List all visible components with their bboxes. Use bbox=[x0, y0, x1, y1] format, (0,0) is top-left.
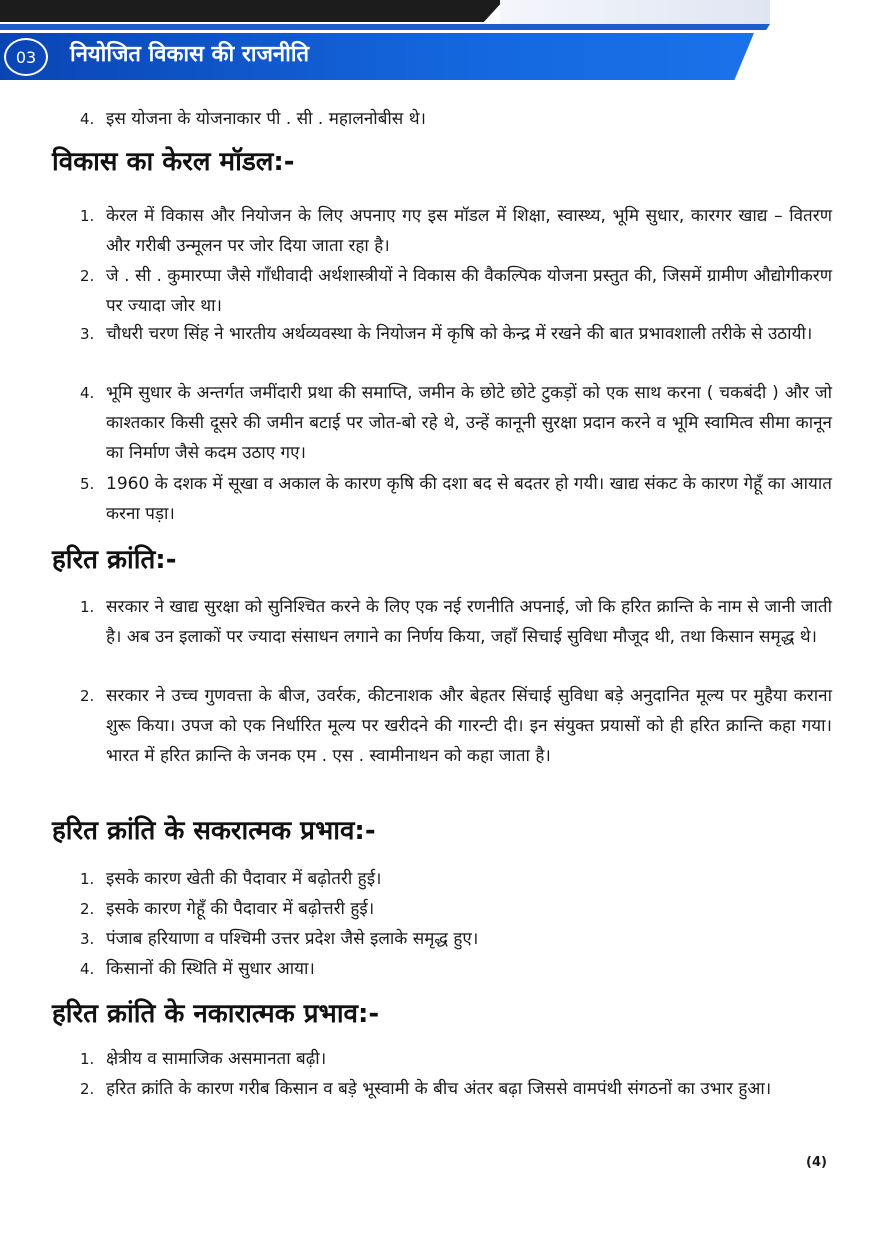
item-number: 2. bbox=[80, 1080, 95, 1098]
item-number: 2. bbox=[80, 267, 95, 285]
list-item bbox=[80, 954, 832, 984]
list-item bbox=[80, 924, 832, 954]
section-heading: हरित क्रांति के नकारात्मक प्रभाव:- bbox=[52, 999, 380, 1029]
item-text: चौधरी चरण सिंह ने भारतीय अर्थव्यवस्था के नियोजन में कृषि को केन्द्र में रखने की बात प्रभावशाली तरीके से उठायी। bbox=[106, 324, 813, 344]
section-heading: हरित क्रांति:- bbox=[52, 545, 177, 575]
item-text: पंजाब हरियाणा व पश्चिमी उत्तर प्रदेश जैसे इलाके समृद्ध हुए। bbox=[106, 929, 479, 949]
list-item bbox=[80, 592, 832, 652]
item-number: 1. bbox=[80, 870, 95, 888]
item-number: 2. bbox=[80, 687, 95, 705]
item-number: 5. bbox=[80, 475, 95, 493]
item-text: सरकार ने उच्च गुणवत्ता के बीज, उवर्रक, कीटनाशक और बेहतर सिंचाई सुविधा बड़े अनुदानित मूल्य पर मुहैया कराना शुरू किया। उपज को एक निर्धारित मूल्य पर खरीदने की गारन्टी दी। इन संयुक्त प्रयासों को ही हरित क्रान्ति कहा गया। भारत में हरित क्रान्ति के जनक एम . एस . स्वामीनाथन को कहा जाता है। bbox=[106, 686, 832, 766]
section-heading: विकास का केरल मॉडल:- bbox=[52, 147, 295, 177]
list-item bbox=[80, 319, 832, 349]
item-number: 4. bbox=[80, 384, 95, 402]
item-number: 4. bbox=[80, 960, 95, 978]
item-text: सरकार ने खाद्य सुरक्षा को सुनिश्चित करने के लिए एक नई रणनीति अपनाई, जो कि हरित क्रान्ति के नाम से जानी जाती है। अब उन इलाकों पर ज्यादा संसाधन लगाने का निर्णय किया, जहाँ सिचाई सुविधा मौजूद थी, तथा किसान समृद्ध थे। bbox=[106, 597, 832, 647]
header-thin-blue-band bbox=[0, 24, 770, 30]
item-number: 3. bbox=[80, 325, 95, 343]
item-number: 1. bbox=[80, 1050, 95, 1068]
item-text: इस योजना के योजनाकार पी . सी . महालनोबीस थे। bbox=[106, 109, 427, 129]
item-text: हरित क्रांति के कारण गरीब किसान व बड़े भूस्वामी के बीच अंतर बढ़ा जिससे वामपंथी संगठनों का उभार हुआ। bbox=[106, 1079, 772, 1099]
item-text: इसके कारण गेहूँ की पैदावार में बढ़ोत्तरी हुई। bbox=[106, 899, 375, 919]
header-grey-band bbox=[500, 0, 770, 24]
list-item bbox=[80, 894, 832, 924]
list-item bbox=[80, 201, 832, 261]
page-number: (4) bbox=[806, 1155, 827, 1170]
item-number: 3. bbox=[80, 930, 95, 948]
item-text: 1960 के दशक में सूखा व अकाल के कारण कृषि की दशा बद से बदतर हो गयी। खाद्य संकट के कारण गेहूँ का आयात करना पड़ा। bbox=[106, 474, 832, 524]
item-number: 2. bbox=[80, 900, 95, 918]
item-number: 1. bbox=[80, 207, 95, 225]
chapter-title: नियोजित विकास की राजनीति bbox=[70, 42, 310, 67]
item-number: 1. bbox=[80, 598, 95, 616]
list-item bbox=[80, 469, 832, 529]
list-item bbox=[80, 1044, 832, 1074]
item-text: भूमि सुधार के अन्तर्गत जमींदारी प्रथा की समाप्ति, जमीन के छोटे छोटे टुकड़ों को एक साथ करना ( चकबंदी ) और जो काश्तकार किसी दूसरे की जमीन बटाई पर जोत-बो रहे थे, उन्हें कानूनी सुरक्षा प्रदान करने व भूमि स्वामित्व सीमा कानून का निर्माण जैसे कदम उठाए गए। bbox=[106, 383, 832, 463]
header-black-band bbox=[0, 0, 504, 22]
list-item bbox=[80, 681, 832, 771]
item-text: इसके कारण खेती की पैदावार में बढ़ोतरी हुई। bbox=[106, 869, 382, 889]
item-text: केरल में विकास और नियोजन के लिए अपनाए गए इस मॉडल में शिक्षा, स्वास्थ्य, भूमि सुधार, कारगर खाद्य – वितरण और गरीबी उन्मूलन पर जोर दिया जाता रहा है। bbox=[106, 206, 832, 256]
list-item bbox=[80, 864, 832, 894]
list-item bbox=[80, 1074, 832, 1104]
chapter-number: 03 bbox=[4, 38, 48, 76]
item-text: क्षेत्रीय व सामाजिक असमानता बढ़ी। bbox=[106, 1049, 327, 1069]
list-item bbox=[80, 104, 832, 134]
list-item bbox=[80, 261, 832, 321]
item-text: जे . सी . कुमारप्पा जैसे गाँधीवादी अर्थशास्त्रीयों ने विकास की वैकल्पिक योजना प्रस्तुत की, जिसमें ग्रामीण औद्योगीकरण पर ज्यादा जोर था। bbox=[106, 266, 832, 316]
item-text: किसानों की स्थिति में सुधार आया। bbox=[106, 959, 315, 979]
item-number: 4. bbox=[80, 110, 95, 128]
list-item bbox=[80, 378, 832, 468]
section-heading: हरित क्रांति के सकरात्मक प्रभाव:- bbox=[52, 816, 376, 846]
